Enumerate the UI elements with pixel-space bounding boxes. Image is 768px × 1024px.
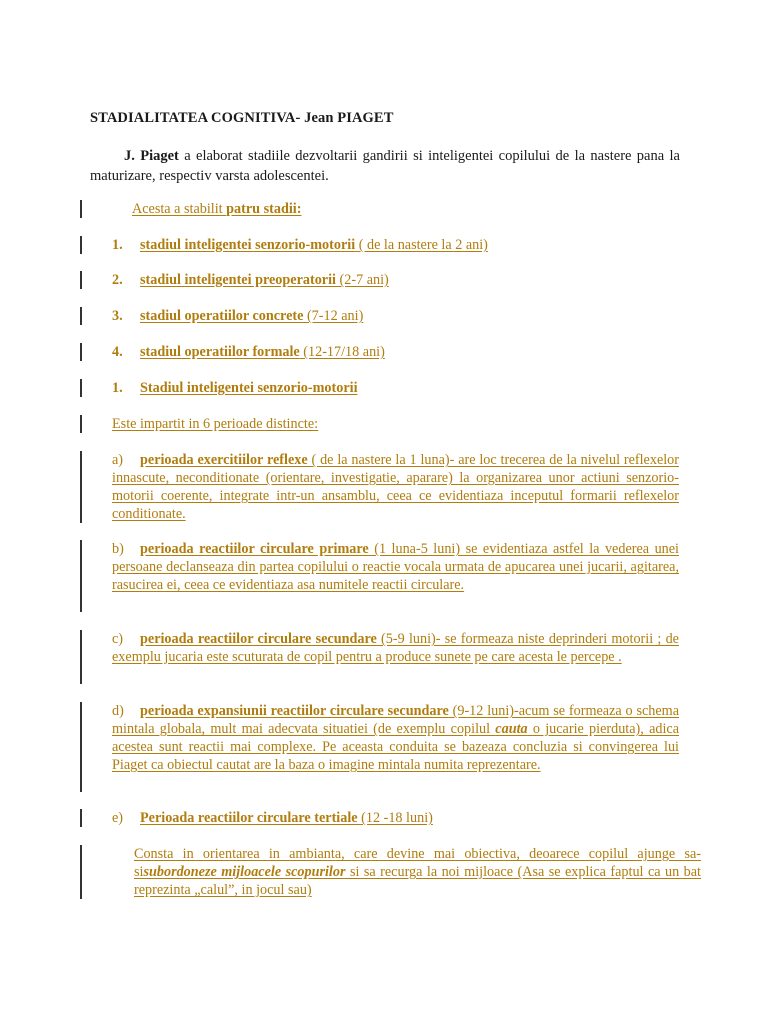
period-item-d: d) perioada expansiunii reactiilor circulare secundare (9-12 luni)-acum se formeaza o schema mintala globala, mult mai adecvata situatiei (de exemplu copilul cauta o jucarie pierduta), adica acestea sunt reactii mai complexe. Pe aceasta conduita se bazeaza concluzia si convingerea lui Piaget ca obiectul cautat are la baza o imagine mintala numita reprezentare.	[112, 703, 679, 773]
stage-item: 4. stadiul operatiilor formale (12-17/18 ani)	[112, 344, 385, 360]
stage-item: 3. stadiul operatiilor concrete (7-12 ani)	[112, 308, 364, 324]
period-item-a: a) perioada exercitiilor reflexe ( de la nastere la 1 luna)- are loc trecerea de la nivelul reflexelor innascute, neconditionate (orientare, investigatie, aparare) la organizarea unor actiuni senzorio-motorii coerente, integrate intr-un ansamblu, ceea ce evidentiaza inceputul formarii reflexelor conditionate.	[112, 452, 679, 522]
change-bar	[80, 415, 82, 433]
period-item-b: b) perioada reactiilor circulare primare (1 luna-5 luni) se evidentiaza astfel la vederea unei persoane declanseaza din partea copilului o reactie vocala urmata de apucarea unei jucarii, agitarea, rasucirea ei, ceea ce evidentiaza asa numitele reactii circulare.	[112, 541, 679, 593]
change-bar	[80, 271, 82, 289]
change-bar	[80, 379, 82, 397]
periods-intro: Este impartit in 6 perioade distincte:	[112, 416, 319, 432]
author-name: J. Piaget	[124, 148, 179, 164]
change-bar	[80, 307, 82, 325]
period-item-c: c) perioada reactiilor circulare secundare (5-9 luni)- se formeaza niste deprinderi motorii ; de exemplu jucaria este scuturata de copil pentru a produce sunete pe care acesta le percepe .	[112, 631, 679, 665]
intro-text: a elaborat stadiile dezvoltarii gandirii si inteligentei copilului de la nastere pana la maturizare, respectiv varsta adolescentei.	[90, 148, 680, 184]
document-title: STADIALITATEA COGNITIVA- Jean PIAGET	[90, 110, 394, 126]
change-bar	[80, 236, 82, 254]
change-bar	[80, 343, 82, 361]
change-bar	[80, 809, 82, 827]
change-bar	[80, 451, 82, 523]
change-bar	[80, 845, 82, 899]
stages-intro: Acesta a stabilit patru stadii:	[132, 201, 302, 217]
intro-paragraph	[90, 146, 680, 186]
period-e-description: Consta in orientarea in ambianta, care devine mai obiectiva, deoarece copilul ajunge sa-sisubordoneze mijloacele scopurilor si sa recurga la noi mijloace (Asa se explica faptul ca un bat reprezinta „calul”, in jocul sau)	[134, 846, 701, 898]
stage-item: 1. stadiul inteligentei senzorio-motorii ( de la nastere la 2 ani)	[112, 237, 488, 253]
change-bar	[80, 702, 82, 792]
change-bar	[80, 200, 82, 218]
section-heading: 1. Stadiul inteligentei senzorio-motorii	[112, 380, 358, 396]
stage-item: 2. stadiul inteligentei preoperatorii (2-7 ani)	[112, 272, 389, 288]
period-item-e: e) Perioada reactiilor circulare tertiale (12 -18 luni)	[112, 810, 433, 826]
change-bar	[80, 540, 82, 612]
change-bar	[80, 630, 82, 684]
